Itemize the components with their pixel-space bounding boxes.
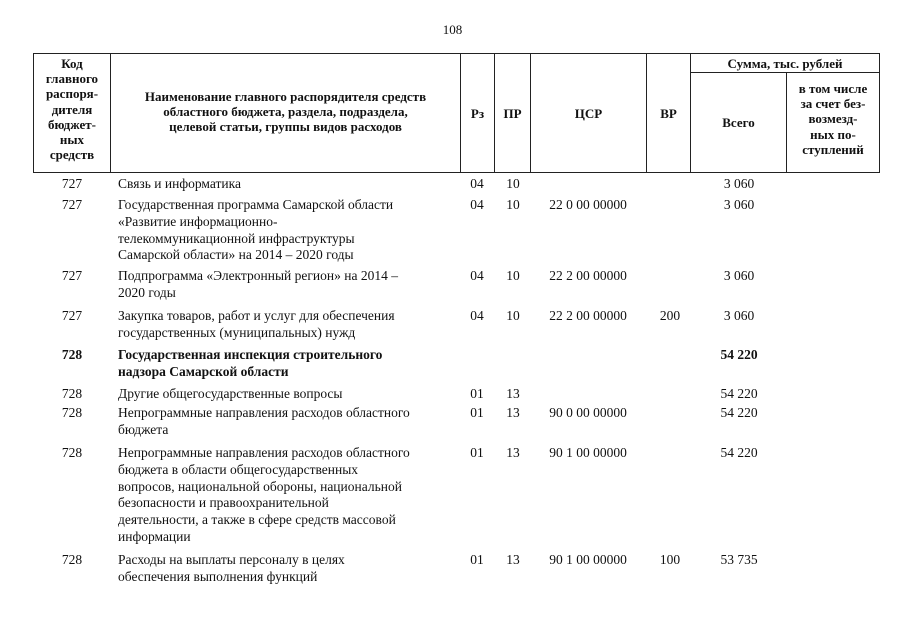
row-name-line: Другие общегосударственные вопросы (118, 386, 343, 401)
header-name: Наименование главного распорядителя средств областного бюджета, раздела, подраздела, целевой статьи, группы видов расходов (144, 89, 427, 135)
row-name-line: телекоммуникационной инфраструктуры (118, 230, 355, 246)
row-total: 3 060 (723, 176, 755, 191)
header-code: Код главного распоря- дителя бюджет- ных средств (45, 56, 99, 163)
row-name (118, 445, 458, 546)
row-rz: 01 (470, 445, 484, 460)
row-vr: 200 (659, 308, 681, 323)
row-name (118, 197, 458, 264)
row-code: 727 (61, 268, 83, 283)
header-csr: ЦСР (574, 106, 603, 121)
header-incl: в том числе за счет без- возмезд- ных по- ступлений (798, 81, 868, 157)
row-vr: 100 (659, 552, 681, 567)
row-name-line: Государственная программа Самарской области (118, 197, 394, 212)
row-code: 728 (61, 386, 83, 401)
row-name (118, 176, 458, 193)
row-name-line: информации (118, 528, 191, 544)
header-rz: Рз (470, 106, 485, 121)
row-code: 727 (61, 197, 83, 212)
row-name-line: Государственная инспекция строительного (118, 347, 383, 362)
row-code: 728 (61, 552, 83, 567)
row-name-line: бюджета (118, 421, 169, 437)
row-name-line: 2020 годы (118, 284, 176, 300)
row-total: 3 060 (723, 197, 755, 212)
row-total: 54 220 (720, 405, 758, 420)
row-rz: 04 (470, 176, 484, 191)
row-name (118, 386, 458, 403)
row-name-line: бюджета в области общегосударственных (118, 461, 359, 477)
row-name-line: Самарской области» на 2014 – 2020 годы (118, 247, 354, 263)
row-pr: 10 (506, 197, 520, 212)
row-pr: 10 (506, 176, 520, 191)
row-name (118, 552, 458, 586)
row-rz: 01 (470, 386, 484, 401)
header-pr: ПР (503, 106, 522, 121)
header-top-border (33, 53, 880, 54)
row-code: 727 (61, 176, 83, 191)
row-code: 728 (61, 405, 83, 420)
row-name-line: «Развитие информационно- (118, 213, 278, 229)
row-code: 728 (61, 445, 83, 460)
header-bottom-border (33, 172, 880, 173)
row-csr: 22 2 00 00000 (549, 308, 627, 323)
row-csr: 90 0 00 00000 (549, 405, 627, 420)
row-name-line: Расходы на выплаты персоналу в целях (118, 552, 345, 567)
row-total: 54 220 (720, 347, 758, 362)
row-rz: 04 (470, 197, 484, 212)
header-vr: ВР (660, 106, 677, 121)
row-csr: 90 1 00 00000 (549, 445, 627, 460)
row-pr: 13 (506, 552, 520, 567)
row-name (118, 308, 458, 342)
row-name-line: государственных (муниципальных) нужд (118, 324, 356, 340)
row-csr: 22 2 00 00000 (549, 268, 627, 283)
row-name-line: Непрограммные направления расходов областного (118, 405, 410, 420)
row-rz: 04 (470, 268, 484, 283)
row-pr: 10 (506, 268, 520, 283)
row-name-line: Подпрограмма «Электронный регион» на 2014 – (118, 268, 398, 283)
row-rz: 01 (470, 552, 484, 567)
row-pr: 13 (506, 386, 520, 401)
row-csr: 90 1 00 00000 (549, 552, 627, 567)
row-total: 54 220 (720, 386, 758, 401)
row-name-line: деятельности, а также в сфере средств массовой (118, 512, 396, 528)
header-sum: Сумма, тыс. рублей (727, 56, 843, 71)
row-total: 54 220 (720, 445, 758, 460)
row-pr: 13 (506, 445, 520, 460)
row-name-line: безопасности и правоохранительной (118, 495, 329, 511)
row-total: 53 735 (720, 552, 758, 567)
header-vline-8 (879, 53, 880, 173)
row-name-line: Связь и информатика (118, 176, 241, 191)
row-csr: 22 0 00 00000 (549, 197, 627, 212)
row-name (118, 405, 458, 439)
row-total: 3 060 (723, 268, 755, 283)
row-pr: 13 (506, 405, 520, 420)
row-name (118, 347, 458, 381)
row-pr: 10 (506, 308, 520, 323)
row-total: 3 060 (723, 308, 755, 323)
row-name-line: обеспечения выполнения функций (118, 568, 318, 584)
sum-subheader-border (690, 72, 880, 73)
row-code: 728 (61, 347, 83, 362)
header-total: Всего (722, 115, 755, 130)
row-code: 727 (61, 308, 83, 323)
row-rz: 04 (470, 308, 484, 323)
row-name (118, 268, 458, 302)
row-name-line: Закупка товаров, работ и услуг для обеспечения (118, 308, 395, 323)
row-name-line: Непрограммные направления расходов областного (118, 445, 410, 460)
row-name-line: надзора Самарской области (118, 363, 289, 379)
row-rz: 01 (470, 405, 484, 420)
page-number: 108 (442, 22, 463, 37)
row-name-line: вопросов, национальной обороны, национальной (118, 478, 402, 494)
